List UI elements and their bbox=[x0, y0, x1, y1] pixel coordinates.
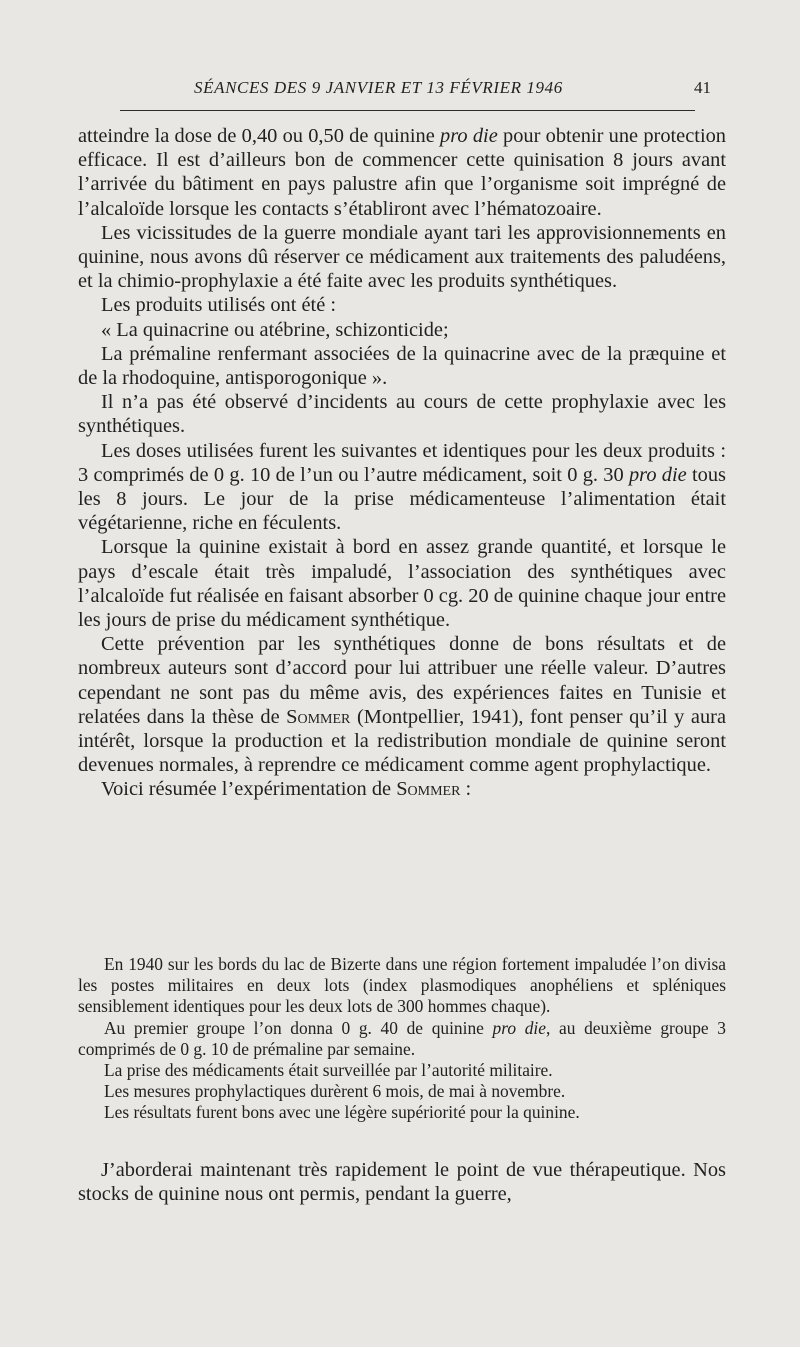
paragraph: Il n’a pas été observé d’incidents au cours de cette prophylaxie avec les synthétiques. bbox=[78, 391, 726, 438]
quote-paragraph: Les mesures prophylactiques durèrent 6 mois, de mai à novembre. bbox=[104, 1081, 566, 1102]
quote-paragraph: La prise des médicaments était surveillée par l’autorité militaire. bbox=[104, 1060, 553, 1081]
quoted-experiment bbox=[78, 954, 726, 1124]
page-number: 41 bbox=[694, 78, 711, 97]
closing-text bbox=[78, 1158, 726, 1206]
paragraph: Les doses utilisées furent les suivantes et identiques pour les deux produits : 3 comprimés de 0 g. 10 de l’un ou l’autre médicament, soit 0 g. 30 pro die tous les 8 jours. Le jour de la prise médicamenteuse l’alimentation était végétarienne, riche en féculents. bbox=[78, 439, 726, 535]
paragraph: Cette prévention par les synthétiques donne de bons résultats et de nombreux auteurs sont d’accord pour lui attribuer une réelle valeur. D’autres cependant ne sont pas du même avis, des expériences faites en Tunisie et relatées dans la thèse de Sommer (Montpellier, 1941), font penser qu’il y aura intérêt, lorsque la production et la redistribution mondiale de quinine seront devenues normales, à reprendre ce médicament comme agent prophylactique. bbox=[78, 633, 726, 777]
header-rule bbox=[120, 110, 695, 111]
quote-paragraph: Les résultats furent bons avec une légère supériorité pour la quinine. bbox=[104, 1102, 580, 1123]
main-text bbox=[78, 124, 726, 802]
page-header bbox=[0, 78, 800, 106]
paragraph: Lorsque la quinine existait à bord en assez grande quantité, et lorsque le pays d’escale était très impaludé, l’association des synthétiques avec l’alcaloïde fut réalisée en faisant absorber 0 cg. 20 de quinine chaque jour entre les jours de prise du médicament synthétique. bbox=[78, 536, 726, 632]
paragraph: atteindre la dose de 0,40 ou 0,50 de quinine pro die pour obtenir une protection efficace. Il est d’ailleurs bon de commencer cette quinisation 8 jours avant l’arrivée du bâtiment en pays palustre afin que l’organisme soit imprégné de l’alcaloïde lorsque les contacts s’établiront avec l’hématozoaire. bbox=[78, 125, 727, 220]
quote-paragraph: Au premier groupe l’on donna 0 g. 40 de quinine pro die, au deuxième groupe 3 comprimés de 0 g. 10 de prémaline par semaine. bbox=[78, 1017, 726, 1059]
paragraph: Les vicissitudes de la guerre mondiale ayant tari les approvisionnements en quinine, nous avons dû réserver ce médicament aux traitements des paludéens, et la chimio-prophylaxie a été faite avec les produits synthétiques. bbox=[78, 221, 726, 293]
paragraph: Les produits utilisés ont été : bbox=[101, 294, 337, 317]
paragraph: Voici résumée l’expérimentation de Sommer : bbox=[101, 778, 472, 801]
quote-paragraph: En 1940 sur les bords du lac de Bizerte dans une région fortement impaludée l’on divisa les postes militaires en deux lots (index plasmodiques anophéliens et spléniques sensiblement identiques pour les deux lots de 300 hommes chaque). bbox=[78, 954, 726, 1017]
running-title: SÉANCES DES 9 JANVIER ET 13 FÉVRIER 1946 bbox=[194, 78, 563, 97]
paragraph: J’aborderai maintenant très rapidement le point de vue thérapeutique. Nos stocks de quinine nous ont permis, pendant la guerre, bbox=[78, 1159, 726, 1206]
paragraph: La prémaline renfermant associées de la quinacrine avec de la præquine et de la rhodoquine, antisporogonique ». bbox=[78, 342, 726, 390]
paragraph: « La quinacrine ou atébrine, schizonticide; bbox=[101, 318, 449, 341]
